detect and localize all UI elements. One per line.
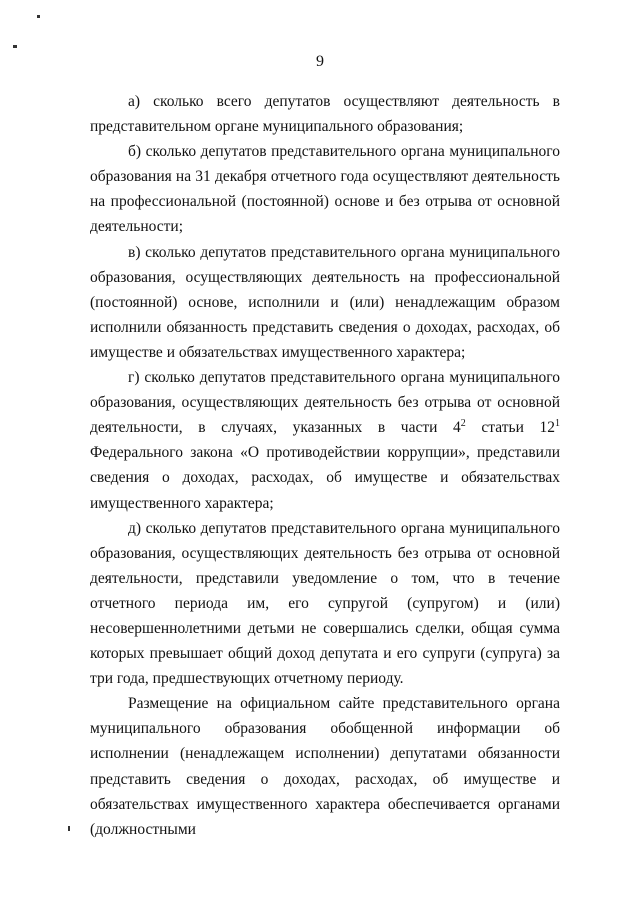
paragraph-g-text-3: Федерального закона «О противодействии коррупции», представили сведения о доходах, расходах, об имуществе и обязательствах имущественного характера; bbox=[90, 444, 560, 512]
paragraph-placement: Размещение на официальном сайте представительного органа муниципального образования обобщенной информации об исполнении (ненадлежащем исполнении) депутатами обязанности представить сведения о доходах, расходах, об имуществе и обязательствах имущественного характера обеспечивается органами (должностными bbox=[90, 695, 560, 838]
scan-mark-top bbox=[37, 15, 40, 18]
paragraph-g-superscript-2: 1 bbox=[555, 418, 560, 430]
paragraph-g-text-1: г) сколько депутатов представительного органа муниципального образования, осуществляющих деятельность без отрыва от основной деятельности, в случаях, указанных в части 4 bbox=[90, 369, 560, 437]
paragraph-g bbox=[90, 365, 560, 516]
scan-mark-left bbox=[13, 45, 17, 48]
paragraph-a: а) сколько всего депутатов осуществляют деятельность в представительном органе муниципального образования; bbox=[90, 93, 560, 136]
scan-mark-bottom bbox=[68, 826, 70, 831]
paragraph-d: д) сколько депутатов представительного органа муниципального образования, осуществляющих деятельность без отрыва от основной деятельности, представили уведомление о том, что в течение отчетного периода им, его супругой (супругом) и (или) несовершеннолетними детьми не совершались сделки, общая сумма которых превышает общий доход депутата и его супруги (супруга) за три года, предшествующих отчетному периоду. bbox=[90, 519, 560, 688]
page-number: 9 bbox=[316, 53, 324, 70]
paragraph-b: б) сколько депутатов представительного органа муниципального образования на 31 декабря отчетного года осуществляют деятельность на профессиональной (постоянной) основе и без отрыва от основной деятельности; bbox=[90, 143, 560, 236]
paragraph-g-superscript-1: 2 bbox=[460, 418, 466, 430]
paragraph-g-text-2: статьи 12 bbox=[465, 419, 555, 437]
paragraph-v: в) сколько депутатов представительного органа муниципального образования, осуществляющих деятельность на профессиональной (постоянной) основе, исполнили и (или) ненадлежащим образом исполнили обязанность представить сведения о доходах, расходах, об имуществе и обязательствах имущественного характера; bbox=[90, 243, 560, 361]
document-body bbox=[90, 89, 560, 842]
